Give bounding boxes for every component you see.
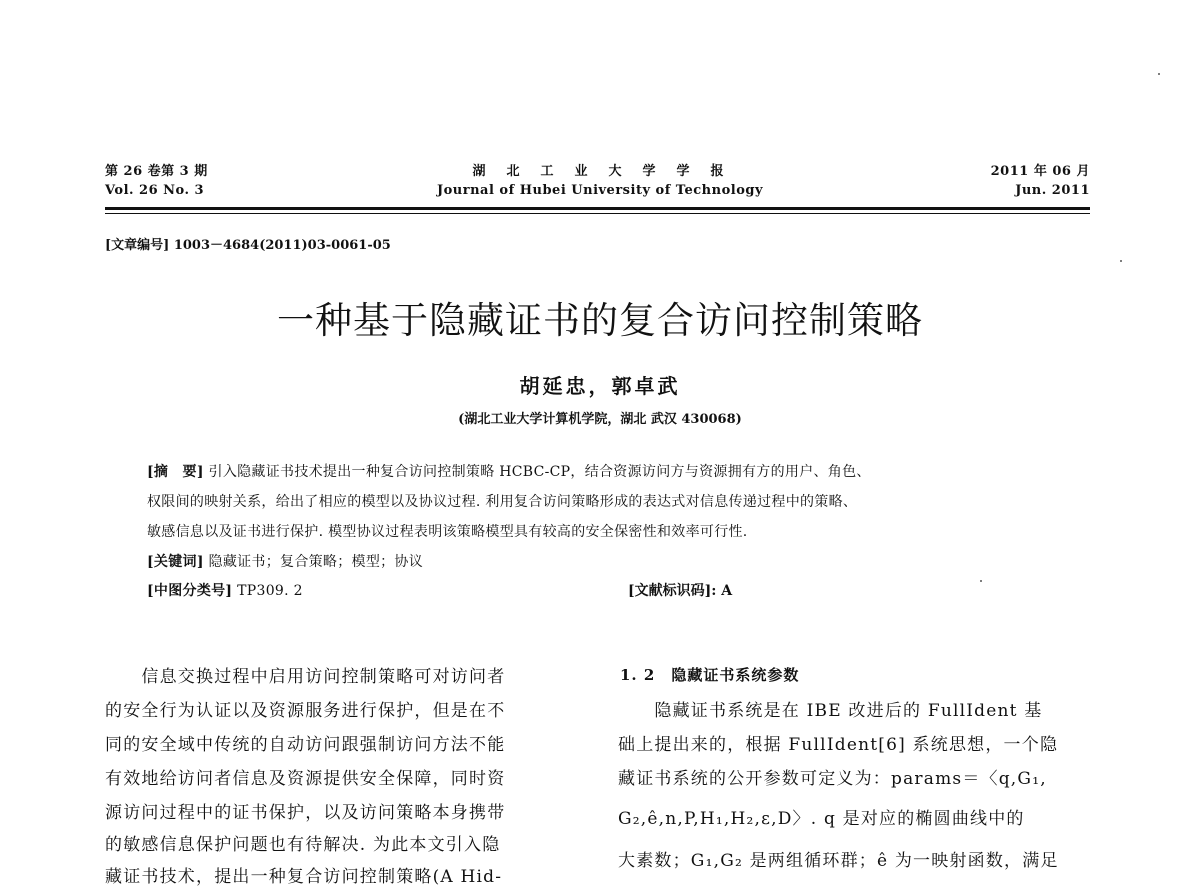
doc-code-text: : A (711, 583, 733, 599)
left-line-6: 的敏感信息保护问题也有待解决. 为此本文引入隐 (105, 835, 501, 855)
date-en: Jun. 2011 (1015, 183, 1090, 198)
left-line-7: 藏证书技术，提出一种复合访问控制策略(A Hid- (105, 867, 503, 887)
abstract-line-3: 敏感信息以及证书进行保护. 模型协议过程表明该策略模型具有较高的安全保密性和效率可行性. (147, 524, 748, 540)
abstract-text-1: 引入隐藏证书技术提出一种复合访问控制策略 HCBC-CP，结合资源访问方与资源拥有方的用户、角色、 (208, 464, 871, 480)
doc-code-line (628, 580, 732, 600)
classification-line (147, 580, 303, 600)
right-line-3: 藏证书系统的公开参数可定义为：params＝〈q,G₁, (618, 769, 1047, 789)
scan-speck (1120, 260, 1122, 262)
left-line-5: 源访问过程中的证书保护，以及访问策略本身携带 (105, 803, 506, 823)
issue-en: Vol. 26 No. 3 (105, 183, 205, 198)
left-line-1: 信息交换过程中启用访问控制策略可对访问者 (105, 667, 506, 687)
left-line-3: 同的安全域中传统的自动访问跟强制访问方法不能 (105, 735, 506, 755)
header-rule-thin (105, 213, 1090, 214)
classification-label: [中图分类号] (147, 583, 233, 599)
authors: 胡延忠，郭卓武 (519, 374, 681, 398)
abstract-line-1 (147, 461, 871, 481)
abstract-label: [摘 要] (147, 464, 204, 480)
left-line-2: 的安全行为认证以及资源服务进行保护，但是在不 (105, 701, 506, 721)
journal-cn: 湖 北 工 业 大 学 学 报 (472, 164, 728, 179)
right-line-4: G₂,ê,n,P,H₁,H₂,ε,D〉. q 是对应的椭圆曲线中的 (618, 809, 1025, 829)
section-title: 1. 2 隐藏证书系统参数 (620, 666, 800, 684)
right-line-5: 大素数；G₁,G₂ 是两组循环群；ê 为一映射函数，满足 (618, 851, 1059, 871)
doc-code-label: [文献标识码] (628, 583, 712, 599)
right-line-1: 隐藏证书系统是在 IBE 改进后的 FullIdent 基 (618, 701, 1043, 721)
left-line-4: 有效地给访问者信息及资源提供安全保障，同时资 (105, 769, 506, 789)
journal-en: Journal of Hubei University of Technology (436, 183, 764, 198)
right-line-2: 础上提出来的，根据 FullIdent[6] 系统思想，一个隐 (618, 735, 1059, 755)
keywords-label: [关键词] (147, 554, 204, 570)
classification-text: TP309. 2 (237, 583, 303, 599)
header-rule-thick (105, 207, 1090, 210)
keywords-text: 隐藏证书；复合策略；模型；协议 (208, 554, 424, 570)
date-cn: 2011 年 06 月 (990, 164, 1090, 179)
article-number: [文章编号] 1003－4684(2011)03-0061-05 (105, 238, 391, 253)
abstract-line-2: 权限间的映射关系，给出了相应的模型以及协议过程. 利用复合访问策略形成的表达式对信息传递过程中的策略、 (147, 494, 858, 510)
scan-speck (1158, 73, 1160, 75)
scan-speck (980, 580, 982, 582)
paper-title: 一种基于隐藏证书的复合访问控制策略 (277, 299, 923, 342)
affiliation: (湖北工业大学计算机学院，湖北 武汉 430068) (458, 412, 742, 427)
keywords-line (147, 551, 423, 571)
issue-cn: 第 26 卷第 3 期 (105, 164, 208, 179)
